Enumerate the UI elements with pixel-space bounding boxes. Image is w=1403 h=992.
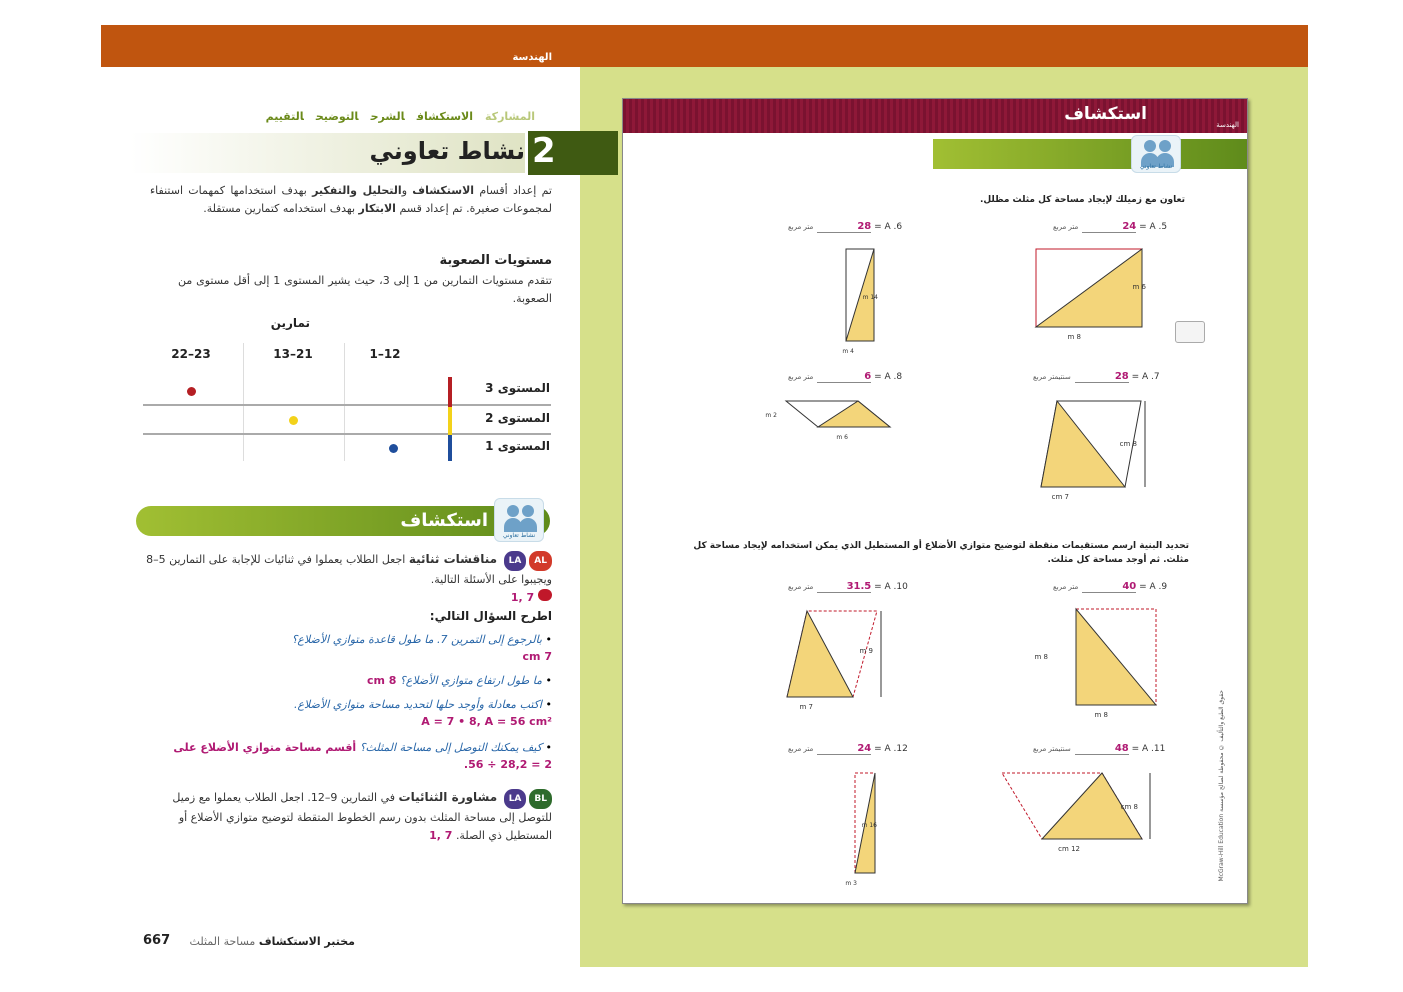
lesson-number: 2 [528, 131, 618, 175]
level-2-label: المستوى 2 [485, 411, 550, 425]
page-number: 667 [143, 933, 171, 948]
svg-text:8 cm: 8 cm [1120, 803, 1138, 811]
lesson-nav [265, 110, 535, 123]
share-paragraph: BLLA مشاورة الثنائيات في التمارين 9–12. اجعل الطلاب يعملوا مع زميل للتوصل إلى مساحة المثلث بدون رسم الخطوط المتقطة لتوضيح متوازي الأضلاع أو المستطيل ذي الصلة. 1, 7 [145, 788, 552, 845]
student-cooperative-icon: نشاط تعاوني [1131, 135, 1181, 173]
svg-text:6 m: 6 m [836, 434, 848, 441]
answer-3: A = 7 • 8, A = 56 cm² [421, 715, 552, 728]
note-icon [1175, 321, 1205, 343]
svg-text:16 m: 16 m [861, 822, 877, 829]
pairs-heading: مناقشات ثنائية [408, 552, 498, 566]
nav-item-engage[interactable]: المشاركة [485, 110, 535, 123]
svg-text:4 m: 4 m [842, 348, 854, 355]
dim-6m: 6 m [1132, 283, 1146, 291]
question-2: • ما طول ارتفاع متوازي الأضلاع؟ 8 cm [366, 674, 552, 687]
exercise-8-equation: متر مربع 6 = A .8 [788, 371, 903, 382]
nav-item-explore[interactable]: الاستكشاف [416, 110, 473, 123]
student-page-thumbnail [622, 98, 1248, 904]
exercise-11-figure [998, 769, 1178, 857]
answer-2: 8 cm [366, 674, 397, 687]
footer: مختبر الاستكشاف مساحة المثلث [189, 935, 355, 948]
la-badge-2: LA [504, 789, 527, 809]
nav-item-elaborate[interactable]: التوضيح [315, 110, 359, 123]
question-1: • بالرجوع إلى التمرين 7. ما طول قاعدة متوازي الأضلاع؟ 7 cm [291, 633, 552, 663]
difficulty-heading: مستويات الصعوبة [439, 253, 552, 268]
svg-text:9 m: 9 m [859, 647, 873, 655]
exercise-6-figure [838, 247, 908, 359]
icon-label: نشاط تعاوني [502, 532, 536, 539]
dim-8m: 8 m [1067, 333, 1081, 341]
bl-badge: BL [529, 789, 552, 809]
explore-banner: استكشاف [136, 506, 550, 536]
student-page-header [623, 99, 1247, 133]
exercise-7-equation: سنتيمتر مربع 28 = A .7 [1033, 371, 1160, 382]
exercise-5-equation: متر مربع 24 = A .5 [1053, 221, 1168, 232]
svg-text:7 m: 7 m [799, 703, 813, 711]
level-3-dot [187, 387, 196, 396]
exercise-9-equation: متر مربع 40 = A .9 [1053, 581, 1168, 592]
question-3: • اكتب معادلة وأوجد حلها لتحديد مساحة متوازي الأضلاع. A = 7 • 8, A = 56 cm² [293, 698, 552, 728]
svg-text:8 m: 8 m [1034, 653, 1048, 661]
svg-text:8 cm: 8 cm [1119, 440, 1137, 448]
level-2-dot [289, 416, 298, 425]
student-explore-banner [933, 139, 1247, 169]
instruction-2: تحديد البنية ارسم مستقيمات منقطة لتوضيح متوازي الأضلاع أو المستطيل الذي يمكن استخدامه لإيجاد مساحة كل مثلث. ثم أوجد مساحة كل مثلث. [693, 541, 1189, 565]
difficulty-text: تتقدم مستويات التمارين من 1 إلى 3، حيث يشير المستوى 1 إلى أقل مستوى من الصعوبة. [178, 274, 552, 305]
top-banner [101, 25, 1308, 67]
range-2: 13–21 [273, 347, 313, 361]
al-badge: AL [529, 551, 552, 571]
exercise-5-figure [1033, 247, 1193, 347]
pairs-reference: 1, 7 [480, 589, 552, 607]
pairs-paragraph: ALLA مناقشات ثنائية اجعل الطلاب يعملوا في ثنائيات للإجابة على التمارين 5–8 ويجيبوا على الأسئلة التالية. [146, 552, 552, 586]
share-reference: 1, 7 [429, 829, 453, 842]
level-3-label: المستوى 3 [485, 381, 550, 395]
share-heading: مشاورة الثنائيات [398, 790, 498, 804]
range-3: 22–23 [171, 347, 211, 361]
cooperative-activity-icon [494, 498, 544, 542]
exercise-8-figure [765, 397, 898, 445]
question-4: • كيف يمكنك التوصل إلى مساحة المثلث؟ أقسم مساحة متوازي الأضلاع على 2 = 28,2 ÷ 56. [173, 741, 552, 771]
svg-text:14 m: 14 m [862, 294, 878, 301]
exercise-10-figure [783, 607, 903, 717]
svg-text:8 m: 8 m [1094, 711, 1108, 719]
instruction-1: تعاون مع زميلك لإيجاد مساحة كل مثلث مظلل. [979, 195, 1185, 205]
answer-1: 7 cm [522, 650, 552, 663]
svg-text:2 m: 2 m [765, 412, 777, 419]
copyright-note: حقوق الطبع والتأليف © محفوظة لصالح مؤسسة McGraw-Hill Education [1218, 690, 1225, 882]
exercise-12-equation: متر مربع 24 = A .12 [788, 743, 908, 754]
intro-paragraph: تم إعداد أقسام الاستكشاف والتحليل والتفكير بهدف استخدامها كمهمات استنفاء لمجموعات صغيرة. تم إعداد قسم الابتكار بهدف استخدامه كتمارين مستقلة. [150, 184, 552, 215]
student-explore-title: استكشاف [1064, 104, 1147, 124]
svg-text:3 m: 3 m [845, 880, 857, 887]
exercise-10-equation: متر مربع 31.5 = A .10 [788, 581, 908, 592]
exercise-12-figure [843, 769, 903, 889]
ask-heading: اطرح السؤال التالي: [429, 609, 552, 623]
exercise-6-equation: متر مربع 28 = A .6 [788, 221, 903, 232]
exercises-label: تمارين [270, 316, 310, 330]
student-page-section: الهندسة [1216, 121, 1239, 129]
range-1: 1–12 [369, 347, 401, 361]
svg-text:12 cm: 12 cm [1058, 845, 1080, 853]
exercise-9-figure [1034, 607, 1168, 725]
page-title: نشاط تعاوني [369, 137, 525, 165]
nav-item-evaluate[interactable]: التقييم [265, 110, 304, 123]
answer-4: أقسم مساحة متوازي الأضلاع على 2 = 28,2 ÷ 56. [173, 741, 552, 771]
level-1-label: المستوى 1 [485, 439, 550, 453]
level-1-dot [389, 444, 398, 453]
la-badge: LA [504, 551, 527, 571]
exercise-7-figure [1033, 399, 1183, 503]
exercise-11-equation: سنتيمتر مربع 48 = A .11 [1033, 743, 1166, 754]
section-label: الهندسة [512, 52, 552, 63]
nav-item-explain[interactable]: الشرح [370, 110, 405, 123]
svg-text:7 cm: 7 cm [1051, 493, 1069, 501]
